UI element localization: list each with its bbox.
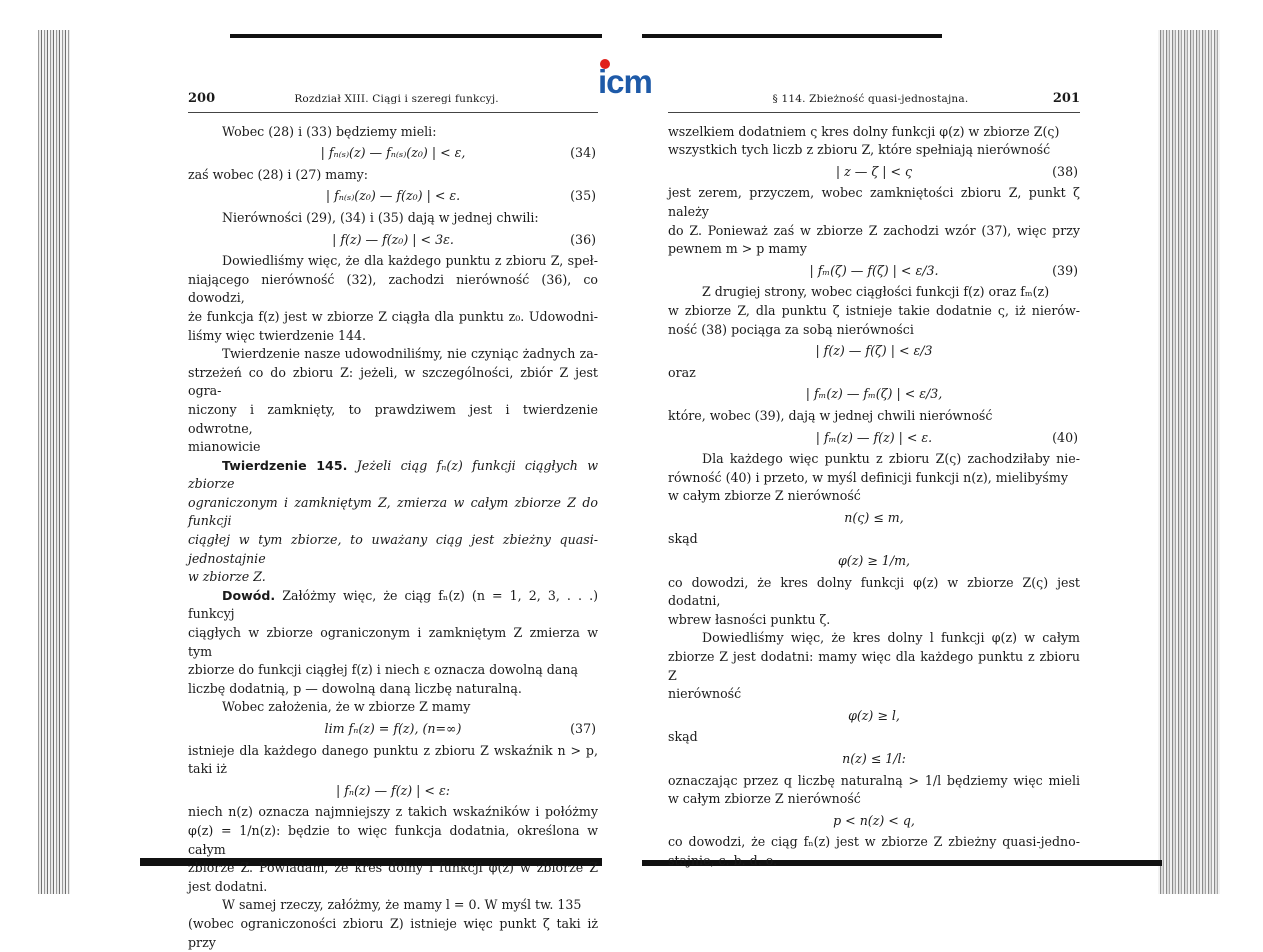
equation-number: (37) [570, 721, 596, 736]
text-line [668, 772, 1080, 791]
line-text: niech n(z) oznacza najmniejszy z takich wskaźników i połóżmy [188, 804, 598, 820]
right-page-body [668, 123, 1080, 871]
equation [188, 231, 598, 250]
text-line [188, 896, 598, 915]
text-line [188, 364, 598, 401]
equation-text: | z — ζ | < ς [835, 163, 913, 179]
line-text: oraz [668, 364, 696, 380]
equation-text: | fₙ₍ₛ₎(z) — fₙ₍ₛ₎(z₀) | < ε, [320, 145, 466, 161]
text-line [668, 629, 1080, 648]
text-line [188, 822, 598, 859]
line-text: że funkcja f(z) jest w zbiorze Z ciągła dla punktu z₀. Udowodni- [188, 308, 598, 324]
line-text: skąd [668, 729, 698, 745]
line-text: co dowodzi, że ciąg fₙ(z) jest w zbiorze Z zbieżny quasi-jedno- [668, 834, 1080, 850]
theorem-label: Twierdzenie 145. [222, 457, 348, 473]
text-line [188, 457, 598, 494]
line-text: pewnem m > p mamy [668, 241, 807, 257]
text-line [668, 487, 1080, 506]
equation-number: (39) [1052, 262, 1078, 278]
text-line [188, 661, 598, 680]
equation [668, 163, 1080, 182]
equation [668, 262, 1080, 281]
text-line [668, 790, 1080, 809]
equation [188, 782, 598, 801]
equation-number: (38) [1052, 163, 1078, 179]
text-line [668, 302, 1080, 321]
equation-text: lim fₙ(z) = f(z), (n=∞) [324, 721, 462, 736]
equation [188, 187, 598, 206]
equation-text: | fₘ(z) — fₘ(ζ) | < ε/3, [805, 386, 943, 402]
text-line [668, 833, 1080, 852]
text-line [188, 915, 598, 952]
line-text: zbiorze Z jest dodatni: mamy więc dla każdego punktu z zbioru Z [668, 649, 1080, 683]
line-text: Dowiedliśmy więc, że kres dolny l funkcji φ(z) w całym [702, 630, 1080, 646]
text-line [188, 308, 598, 327]
text-line [668, 222, 1080, 241]
text-line [188, 209, 598, 228]
equation-number: (40) [1052, 429, 1078, 445]
line-text: Wobec (28) i (33) będziemy mieli: [222, 123, 437, 139]
text-line [188, 401, 598, 438]
equation-number: (35) [570, 188, 596, 204]
line-text: w całym zbiorze Z nierówność [668, 488, 861, 504]
right-page [668, 90, 1080, 871]
text-line [668, 450, 1080, 469]
line-text: Załóżmy więc, że ciąg fₙ(z) (n = 1, 2, 3, . . .) funkcyj [188, 587, 598, 622]
text-line [668, 240, 1080, 259]
equation-text: n(ς) ≤ m, [844, 509, 904, 525]
line-text: ograniczonym i zamkniętym Z, zmierza w całym zbiorze Z do funkcji [188, 494, 598, 529]
text-line [668, 685, 1080, 704]
text-line [668, 141, 1080, 160]
equation-text: p < n(z) < q, [833, 812, 915, 828]
line-text: Jeżeli ciąg fₙ(z) funkcji ciągłych w zbiorze [188, 457, 598, 492]
text-line [668, 283, 1080, 302]
logo-text: icm [598, 63, 652, 100]
equation [188, 144, 598, 163]
text-line [668, 852, 1080, 871]
book-edge-right [1158, 30, 1220, 894]
text-line [188, 252, 598, 271]
text-line [188, 803, 598, 822]
line-text: wbrew łasności punktu ζ. [668, 611, 831, 627]
equation [668, 385, 1080, 404]
text-line [668, 364, 1080, 383]
equation [188, 720, 598, 739]
right-page-header [668, 90, 1080, 113]
line-text: w zbiorze Z, dla punktu ζ istnieje takie dodatnie ς, iż nierów- [668, 302, 1080, 318]
line-text: w zbiorze Z. [188, 569, 266, 585]
equation [668, 750, 1080, 769]
text-line [668, 184, 1080, 221]
line-text: istnieje dla każdego danego punktu z zbioru Z wskaźnik n > p, [188, 742, 598, 758]
text-line [188, 438, 598, 457]
text-line [188, 698, 598, 717]
line-text: wszelkiem dodatniem ς kres dolny funkcji φ(z) w zbiorze Z(ς) [668, 123, 1060, 139]
text-line [668, 648, 1080, 685]
equation-text: | f(z) — f(z₀) | < 3ε. [332, 231, 454, 247]
scan-shadow-top-right [642, 34, 942, 38]
line-text: nierówność [668, 686, 742, 702]
line-text: taki iż [188, 761, 227, 777]
right-running-title: § 114. Zbieżność quasi-jednostajna. [772, 93, 969, 105]
line-text: do Z. Ponieważ zaś w zbiorze Z zachodzi wzór (37), więc przy [668, 222, 1080, 238]
icm-logo [598, 59, 664, 99]
line-text: skąd [668, 531, 698, 547]
text-line [188, 494, 598, 531]
theorem-label: Dowód. [222, 587, 276, 603]
line-text: zaś wobec (28) i (27) mamy: [188, 166, 369, 182]
text-line [188, 568, 598, 587]
equation-text: | f(z) — f(ζ) | < ε/3 [815, 343, 933, 359]
equation-text: | fₙ₍ₛ₎(z₀) — f(z₀) | < ε. [325, 188, 461, 204]
equation [668, 509, 1080, 528]
equation-number: (36) [570, 231, 596, 247]
text-line [188, 271, 598, 308]
line-text: ciągłej w tym zbiorze, to uważany ciąg jest zbieżny quasi-jednostajnie [188, 532, 598, 566]
line-text: (wobec ograniczoności zbioru Z) istnieje więc punkt ζ taki iż przy [188, 915, 598, 950]
line-text: ność (38) pociąga za sobą nierówności [668, 321, 914, 337]
text-line [188, 760, 598, 779]
line-text: Twierdzenie nasze udowodniliśmy, nie czyniąc żadnych za- [222, 346, 598, 362]
right-page-number: 201 [1052, 91, 1080, 106]
text-line [668, 530, 1080, 549]
equation [668, 552, 1080, 571]
line-text: jest zerem, przyczem, wobec zamkniętości zbioru Z, punkt ζ należy [668, 185, 1080, 219]
line-text: Z drugiej strony, wobec ciągłości funkcji f(z) oraz fₘ(z) [702, 284, 1050, 300]
line-text: stajnie, c. b. d. o. [668, 852, 778, 868]
left-page-body [188, 123, 598, 952]
equation [668, 342, 1080, 361]
equation-text: | fₙ(z) — f(z) | < ε: [335, 782, 450, 798]
text-line [188, 587, 598, 624]
scan-shadow-top-left [230, 34, 602, 38]
equation-text: | fₘ(ζ) — f(ζ) | < ε/3. [809, 262, 939, 278]
line-text: liśmy więc twierdzenie 144. [188, 327, 367, 343]
text-line [668, 469, 1080, 488]
line-text: oznaczając przez q liczbę naturalną > 1/l będziemy więc mieli [668, 772, 1080, 788]
text-line [188, 742, 598, 761]
text-line [188, 624, 598, 661]
line-text: zbiorze Z. Powiadam, że kres dolny l funkcji φ(z) w zbiorze Z [188, 860, 598, 876]
line-text: co dowodzi, że kres dolny funkcji φ(z) w zbiorze Z(ς) jest dodatni, [668, 574, 1080, 609]
left-page-header [188, 90, 598, 113]
text-line [668, 611, 1080, 630]
text-line [668, 574, 1080, 611]
text-line [188, 123, 598, 142]
text-line [188, 680, 598, 699]
text-line [668, 321, 1080, 340]
text-line [188, 531, 598, 568]
left-running-title: Rozdział XIII. Ciągi i szeregi funkcyj. [294, 93, 499, 105]
line-text: Dla każdego więc punktu z zbioru Z(ς) zachodziłaby nie- [702, 451, 1080, 467]
line-text: równość (40) i przeto, w myśl definicji funkcji n(z), mielibyśmy [668, 469, 1068, 485]
line-text: strzeżeń co do zbioru Z: jeżeli, w szczególności, zbiór Z jest ogra- [188, 364, 598, 399]
text-line [668, 407, 1080, 426]
line-text: w całym zbiorze Z nierówność [668, 791, 861, 807]
line-text: ciągłych w zbiorze ograniczonym i zamkniętym Z zmierza w tym [188, 625, 598, 659]
equation [668, 707, 1080, 726]
line-text: Nierówności (29), (34) i (35) dają w jednej chwili: [222, 209, 539, 225]
text-line [188, 345, 598, 364]
text-line [188, 327, 598, 346]
book-edge-left [38, 30, 70, 894]
equation-text: φ(z) ≥ l, [848, 707, 900, 723]
line-text: zbiorze do funkcji ciągłej f(z) i niech ε oznacza dowolną daną [188, 662, 578, 678]
text-line [668, 728, 1080, 747]
line-text: Wobec założenia, że w zbiorze Z mamy [222, 699, 471, 715]
left-page [188, 90, 598, 952]
equation [668, 429, 1080, 448]
line-text: mianowicie [188, 439, 261, 455]
line-text: które, wobec (39), dają w jednej chwili nierówność [668, 407, 993, 423]
line-text: Dowiedliśmy więc, że dla każdego punktu z zbioru Z, speł- [222, 253, 598, 269]
left-page-number: 200 [188, 91, 216, 106]
equation-number: (34) [570, 145, 596, 161]
text-line [668, 123, 1080, 142]
equation [668, 812, 1080, 831]
equation-text: φ(z) ≥ 1/m, [837, 553, 911, 569]
line-text: niczony i zamknięty, to prawdziwem jest i twierdzenie odwrotne, [188, 401, 598, 436]
equation-text: n(z) ≤ 1/l: [842, 751, 906, 766]
line-text: W samej rzeczy, załóżmy, że mamy l = 0. W myśl tw. 135 [222, 897, 582, 913]
text-line [188, 859, 598, 878]
equation-text: | fₘ(z) — f(z) | < ε. [815, 429, 933, 445]
line-text: niającego nierówność (32), zachodzi nierówność (36), co dowodzi, [188, 271, 598, 306]
line-text: wszystkich tych liczb z zbioru Z, które spełniają nierówność [668, 142, 1051, 158]
line-text: φ(z) = 1/n(z): będzie to więc funkcja dodatnia, określona w całym [188, 822, 598, 857]
line-text: liczbę dodatnią, p — dowolną daną liczbę naturalną. [188, 680, 522, 696]
text-line [188, 166, 598, 185]
line-text: jest dodatni. [188, 878, 268, 894]
